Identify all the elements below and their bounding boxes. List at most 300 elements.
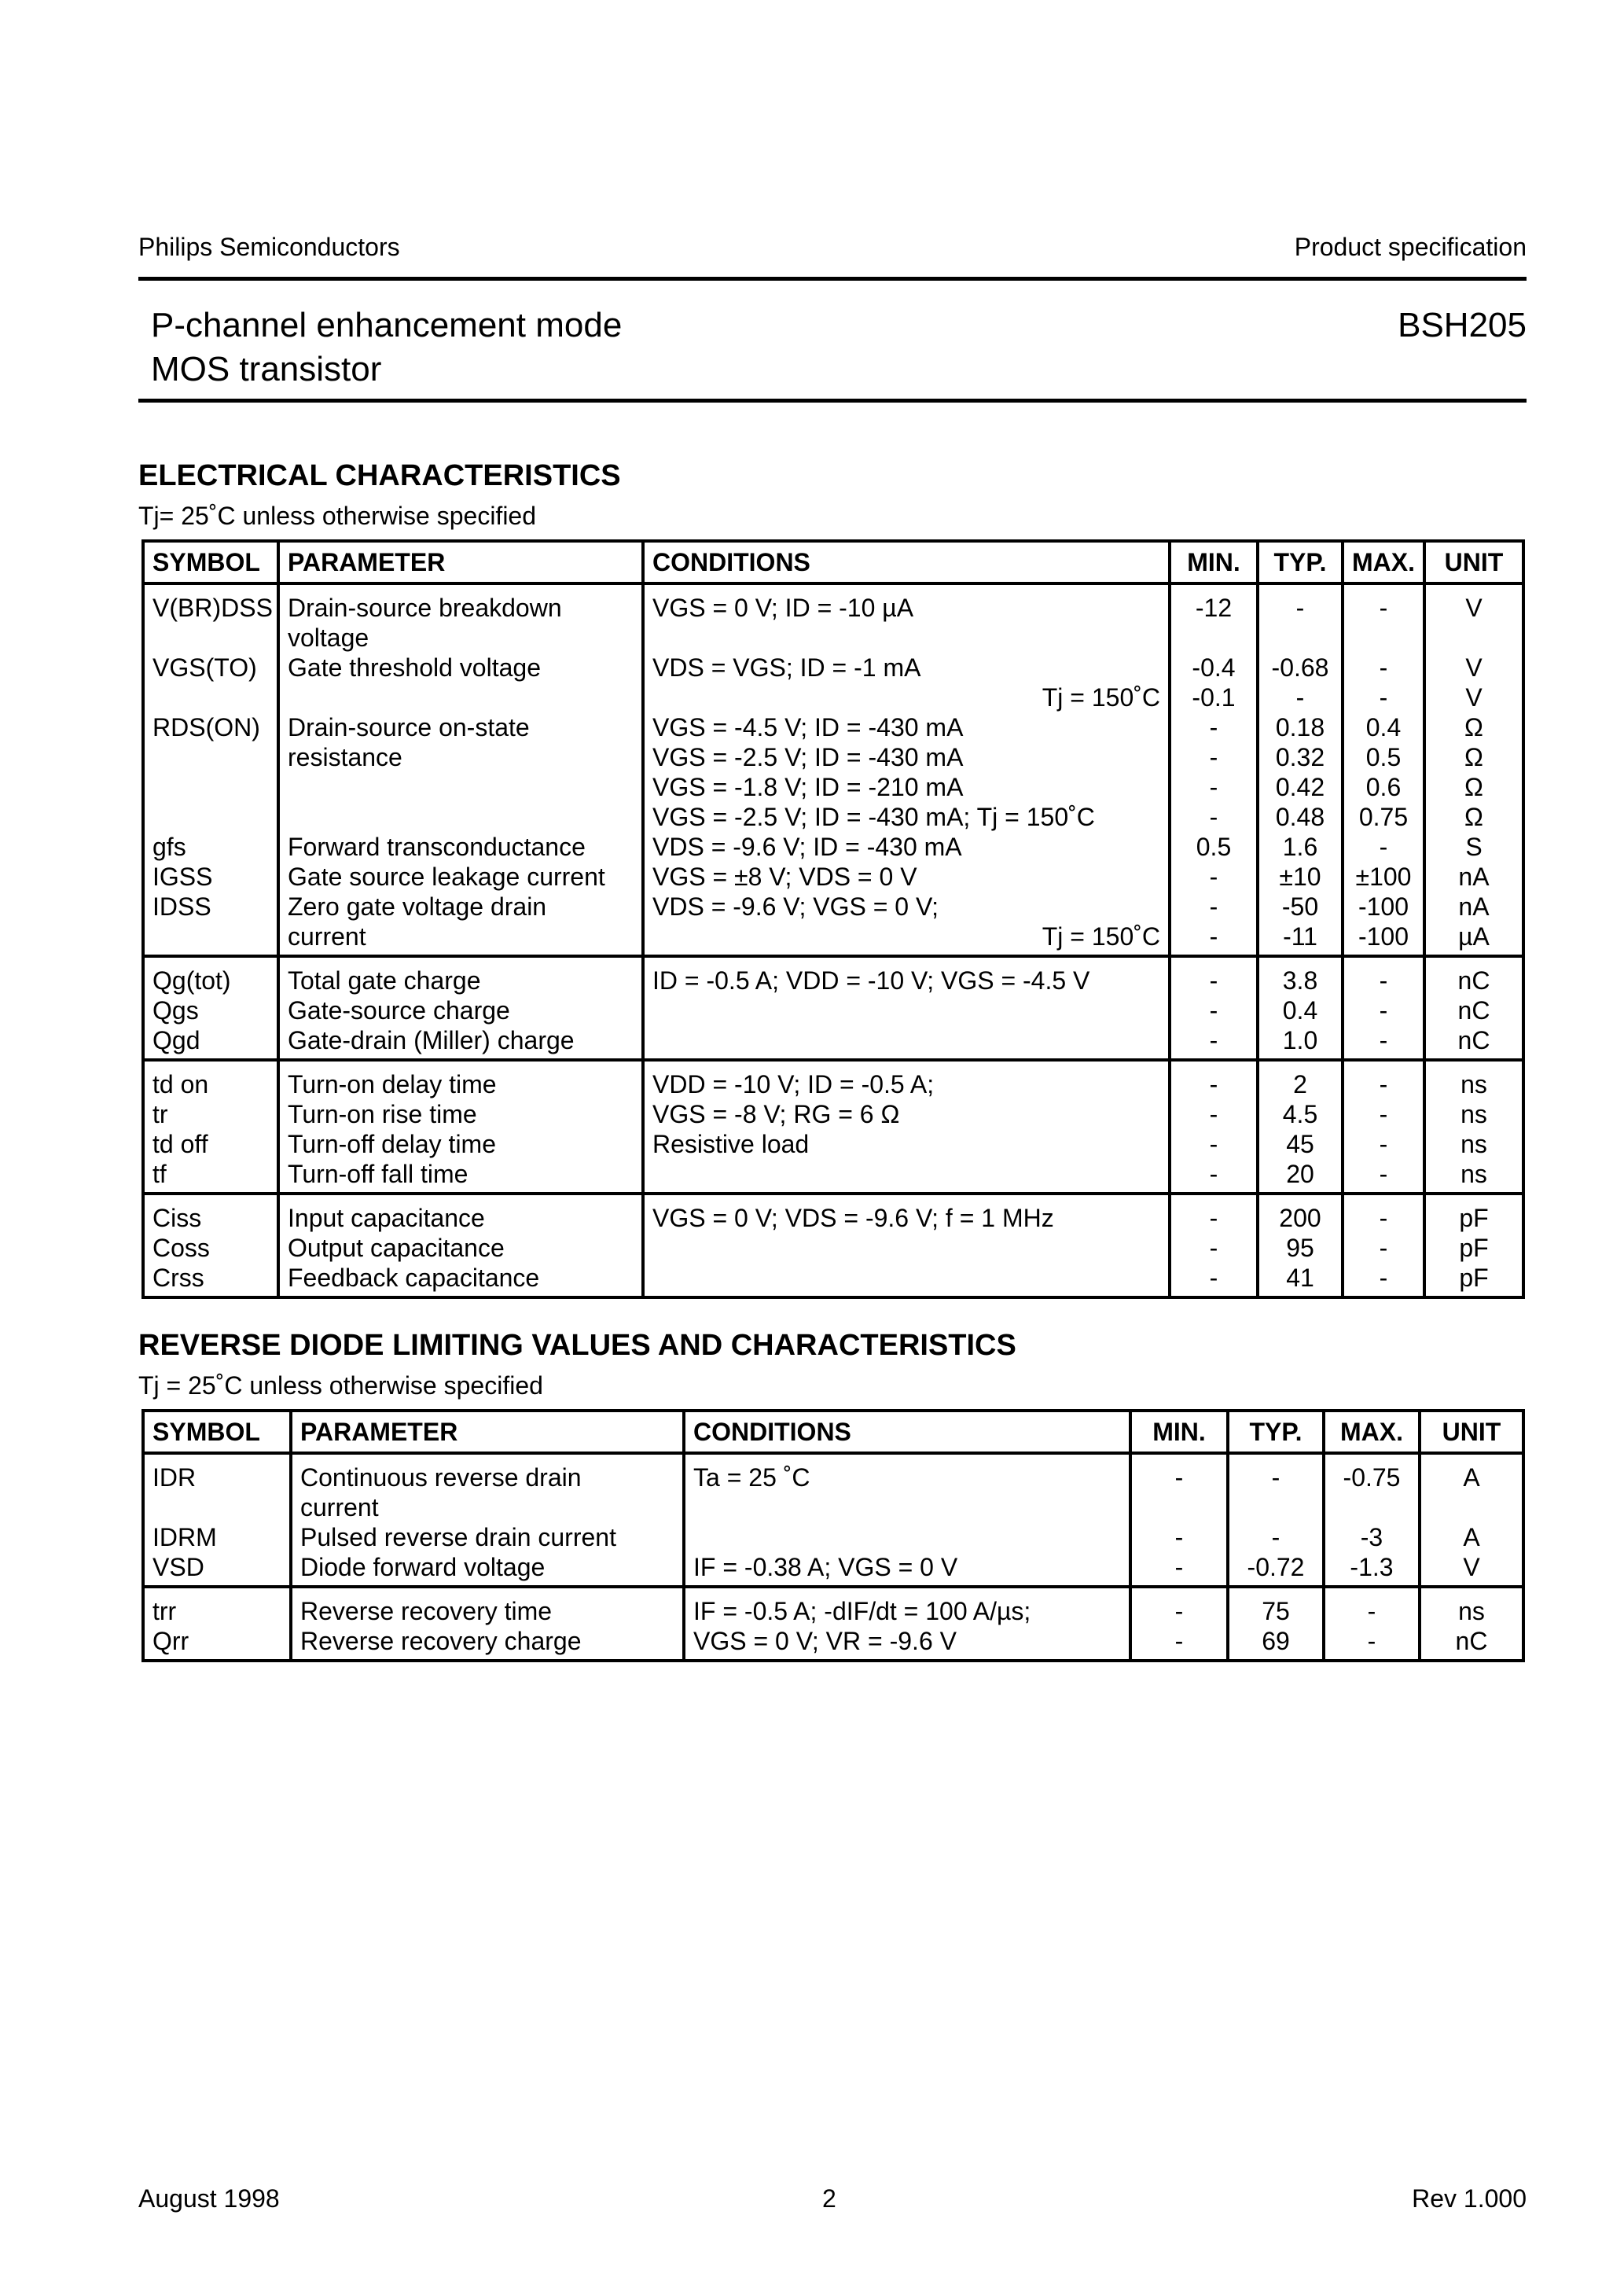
table-row — [143, 892, 1523, 956]
reverse-cell-max-line: - — [1367, 1597, 1376, 1625]
reverse-cell-min — [1130, 1626, 1228, 1661]
electrical-cell-unit-line: V — [1465, 683, 1483, 712]
electrical-cell-max-line: 0.5 — [1365, 743, 1402, 771]
electrical-column-header: MAX. — [1343, 541, 1424, 583]
reverse-cell-unit-line: A — [1463, 1463, 1480, 1492]
electrical-cell-max-line: - — [1379, 833, 1388, 861]
reverse-cell-unit — [1420, 1587, 1523, 1626]
electrical-cell-min — [1170, 862, 1258, 892]
reverse-cell-typ — [1228, 1522, 1324, 1552]
electrical-cell-param — [278, 1060, 643, 1099]
reverse-cell-typ-line: -0.72 — [1247, 1553, 1305, 1581]
electrical-cell-min — [1170, 1025, 1258, 1060]
part-number: BSH205 — [1398, 306, 1527, 344]
electrical-cell-unit — [1424, 832, 1523, 862]
reverse-cell-symbol — [143, 1453, 291, 1522]
electrical-cell-max — [1343, 712, 1424, 832]
electrical-cell-typ-line: 1.0 — [1282, 1026, 1318, 1054]
table-row — [143, 712, 1523, 832]
table-row — [143, 1060, 1523, 1099]
reverse-cell-cond-line: Ta = 25 ˚C — [693, 1463, 810, 1492]
electrical-cell-param-line: Input capacitance — [288, 1204, 485, 1232]
electrical-cell-unit-line: nC — [1457, 966, 1490, 995]
reverse-cell-max — [1324, 1626, 1420, 1661]
electrical-cell-unit-line: pF — [1459, 1234, 1489, 1262]
electrical-cell-min-line: - — [1209, 1160, 1218, 1188]
electrical-cell-symbol-line: td on — [152, 1070, 209, 1098]
electrical-cell-max-line: - — [1379, 1264, 1388, 1292]
reverse-cell-max — [1324, 1522, 1420, 1552]
electrical-cell-param — [278, 832, 643, 862]
electrical-cell-unit-line: S — [1465, 833, 1483, 861]
reverse-cell-typ — [1228, 1587, 1324, 1626]
electrical-cell-param-line: Turn-on rise time — [288, 1100, 477, 1128]
electrical-cell-typ-line: 41 — [1286, 1264, 1314, 1292]
electrical-cell-cond — [643, 712, 1170, 832]
electrical-cell-param — [278, 583, 643, 653]
reverse-cell-symbol-line: trr — [152, 1597, 177, 1625]
table-row — [143, 832, 1523, 862]
electrical-cell-typ — [1258, 1194, 1343, 1233]
table-row — [143, 1194, 1523, 1233]
electrical-cell-typ-line: 0.18 — [1275, 713, 1325, 741]
electrical-cell-unit-line: V — [1465, 594, 1483, 622]
electrical-cell-max-line: - — [1379, 1234, 1388, 1262]
electrical-cell-cond — [643, 892, 1170, 956]
electrical-cell-symbol — [143, 995, 278, 1025]
electrical-cell-max-line: - — [1379, 1204, 1388, 1232]
electrical-cell-unit-line: ns — [1460, 1130, 1487, 1158]
reverse-cell-param — [291, 1552, 684, 1587]
footer-date: August 1998 — [138, 2184, 280, 2213]
electrical-cell-symbol — [143, 583, 278, 653]
document-type: Product specification — [1294, 233, 1527, 261]
table-row — [143, 1233, 1523, 1263]
electrical-cell-min — [1170, 1159, 1258, 1194]
electrical-row-group — [143, 1060, 1523, 1194]
header-rule-top — [138, 277, 1527, 281]
electrical-cell-cond-line: VGS = 0 V; ID = -10 µA — [652, 594, 914, 622]
reverse-cell-symbol — [143, 1522, 291, 1552]
reverse-cell-max-line: -0.75 — [1343, 1463, 1401, 1492]
electrical-cell-max — [1343, 1099, 1424, 1129]
electrical-cell-min-line: - — [1209, 892, 1218, 921]
electrical-cell-min-line: -0.4 — [1192, 653, 1236, 682]
company-name: Philips Semiconductors — [138, 233, 400, 261]
electrical-cell-max-line: - — [1379, 996, 1388, 1025]
electrical-cell-typ — [1258, 1025, 1343, 1060]
electrical-cell-cond — [643, 832, 1170, 862]
electrical-cell-unit-line: V — [1465, 653, 1483, 682]
electrical-section-note: Tj= 25˚C unless otherwise specified — [138, 502, 537, 530]
electrical-cell-max — [1343, 995, 1424, 1025]
document-title — [151, 304, 622, 392]
electrical-cell-min-line: 0.5 — [1196, 833, 1232, 861]
electrical-cell-symbol — [143, 1060, 278, 1099]
electrical-cell-typ-line: 4.5 — [1282, 1100, 1318, 1128]
electrical-cell-symbol-line: Qgd — [152, 1026, 200, 1054]
electrical-cell-symbol — [143, 862, 278, 892]
electrical-cell-unit-line: Ω — [1464, 773, 1483, 801]
electrical-cell-symbol-line: IGSS — [152, 863, 213, 891]
reverse-diode-section-note: Tj = 25˚C unless otherwise specified — [138, 1371, 543, 1400]
electrical-cell-cond — [643, 1159, 1170, 1194]
electrical-cell-param — [278, 1263, 643, 1297]
electrical-cell-typ — [1258, 832, 1343, 862]
electrical-cell-symbol-line: Coss — [152, 1234, 210, 1262]
reverse-column-header: MAX. — [1324, 1411, 1420, 1453]
electrical-cell-symbol-line: Ciss — [152, 1204, 202, 1232]
electrical-cell-max-line: - — [1379, 1026, 1388, 1054]
table-row — [143, 1263, 1523, 1297]
reverse-cell-min-line: - — [1174, 1627, 1184, 1655]
electrical-cell-symbol-line: RDS(ON) — [152, 713, 260, 741]
reverse-diode-table — [141, 1409, 1525, 1662]
electrical-cell-cond-line: VGS = -1.8 V; ID = -210 mA — [652, 773, 964, 801]
electrical-column-header: TYP. — [1258, 541, 1343, 583]
reverse-cell-unit-line: V — [1463, 1553, 1480, 1581]
title-line-1: P-channel enhancement mode — [151, 306, 623, 344]
electrical-cell-unit — [1424, 1263, 1523, 1297]
electrical-cell-typ — [1258, 1060, 1343, 1099]
electrical-cell-unit-line: pF — [1459, 1264, 1489, 1292]
electrical-cell-min-line: - — [1209, 966, 1218, 995]
electrical-cell-cond-line: VGS = 0 V; VDS = -9.6 V; f = 1 MHz — [652, 1204, 1054, 1232]
electrical-cell-min — [1170, 1194, 1258, 1233]
electrical-cell-typ — [1258, 1099, 1343, 1129]
reverse-cell-cond — [684, 1626, 1130, 1661]
reverse-cell-max-line: -1.3 — [1350, 1553, 1394, 1581]
electrical-cell-min — [1170, 712, 1258, 832]
electrical-cell-cond — [643, 1060, 1170, 1099]
electrical-cell-typ — [1258, 1263, 1343, 1297]
electrical-cell-typ-line: ±10 — [1279, 863, 1321, 891]
reverse-cell-typ-line: - — [1271, 1463, 1280, 1492]
table-row — [143, 1099, 1523, 1129]
reverse-cell-min — [1130, 1587, 1228, 1626]
electrical-cell-cond — [643, 862, 1170, 892]
electrical-cell-typ-line: -11 — [1283, 922, 1317, 951]
electrical-cell-max — [1343, 1129, 1424, 1159]
table-row — [143, 1552, 1523, 1587]
electrical-cell-cond-line: VDD = -10 V; ID = -0.5 A; — [652, 1070, 935, 1098]
electrical-column-header: CONDITIONS — [643, 541, 1170, 583]
electrical-cell-unit — [1424, 1099, 1523, 1129]
electrical-cell-cond — [643, 583, 1170, 653]
electrical-column-header: MIN. — [1170, 541, 1258, 583]
electrical-cell-min — [1170, 1263, 1258, 1297]
table-row — [143, 1522, 1523, 1552]
table-row — [143, 1626, 1523, 1661]
reverse-column-header: TYP. — [1228, 1411, 1324, 1453]
electrical-cell-symbol — [143, 1099, 278, 1129]
electrical-cell-cond-line: ID = -0.5 A; VDD = -10 V; VGS = -4.5 V — [652, 966, 1090, 995]
electrical-cell-symbol-line: tr — [152, 1100, 168, 1128]
table-row — [143, 653, 1523, 712]
reverse-cell-typ — [1228, 1552, 1324, 1587]
electrical-cell-param-line: Feedback capacitance — [288, 1264, 540, 1292]
reverse-column-header: SYMBOL — [143, 1411, 291, 1453]
electrical-cell-cond-line: VGS = -2.5 V; ID = -430 mA — [652, 743, 964, 771]
electrical-cell-symbol-line: gfs — [152, 833, 186, 861]
electrical-cell-unit — [1424, 892, 1523, 956]
electrical-cell-typ-line: 0.32 — [1275, 743, 1325, 771]
electrical-cell-symbol — [143, 1159, 278, 1194]
electrical-row-group — [143, 1194, 1523, 1297]
electrical-cell-min-line: - — [1209, 863, 1218, 891]
header-rule-bottom — [138, 399, 1527, 403]
reverse-cell-typ-line: 69 — [1262, 1627, 1290, 1655]
electrical-cell-param-line: Forward transconductance — [288, 833, 586, 861]
electrical-cell-max-line: ±100 — [1355, 863, 1412, 891]
electrical-cell-unit-line: ns — [1460, 1070, 1487, 1098]
electrical-cell-typ-line: - — [1295, 683, 1305, 712]
electrical-cell-max — [1343, 892, 1424, 956]
electrical-cell-max-line: -100 — [1358, 922, 1409, 951]
electrical-section-title: ELECTRICAL CHARACTERISTICS — [138, 459, 621, 492]
reverse-cell-cond-line: IF = -0.38 A; VGS = 0 V — [693, 1553, 958, 1581]
reverse-cell-cond — [684, 1522, 1130, 1552]
electrical-cell-max — [1343, 1025, 1424, 1060]
electrical-cell-typ — [1258, 1129, 1343, 1159]
footer-page-number: 2 — [822, 2184, 836, 2213]
reverse-cell-max — [1324, 1587, 1420, 1626]
electrical-cell-min — [1170, 653, 1258, 712]
electrical-cell-unit-line: ns — [1460, 1160, 1487, 1188]
reverse-cell-symbol-line: IDRM — [152, 1523, 217, 1551]
electrical-cell-typ — [1258, 653, 1343, 712]
electrical-cell-param — [278, 956, 643, 995]
electrical-cell-cond — [643, 1129, 1170, 1159]
electrical-cell-unit — [1424, 583, 1523, 653]
electrical-cell-min — [1170, 995, 1258, 1025]
electrical-cell-unit — [1424, 1159, 1523, 1194]
electrical-cell-unit-line: nC — [1457, 996, 1490, 1025]
electrical-cell-param-line: resistance — [288, 743, 402, 771]
electrical-cell-unit-line: nA — [1458, 863, 1490, 891]
electrical-cell-min-line: - — [1209, 1130, 1218, 1158]
reverse-cell-param-line: Pulsed reverse drain current — [300, 1523, 616, 1551]
table-row — [143, 1587, 1523, 1626]
reverse-diode-section-title: REVERSE DIODE LIMITING VALUES AND CHARACTERISTICS — [138, 1329, 1016, 1362]
electrical-cell-symbol — [143, 832, 278, 862]
electrical-column-header: UNIT — [1424, 541, 1523, 583]
reverse-cell-unit-line: A — [1463, 1523, 1480, 1551]
electrical-characteristics-table — [141, 539, 1525, 1299]
reverse-cell-param — [291, 1626, 684, 1661]
electrical-cell-param — [278, 1159, 643, 1194]
electrical-cell-max-line: 0.4 — [1365, 713, 1402, 741]
electrical-cell-symbol — [143, 1025, 278, 1060]
electrical-cell-typ — [1258, 956, 1343, 995]
electrical-cell-symbol-line: VGS(TO) — [152, 653, 257, 682]
electrical-cell-unit — [1424, 1025, 1523, 1060]
reverse-cell-symbol-line: IDR — [152, 1463, 197, 1492]
electrical-cell-min-line: - — [1209, 713, 1218, 741]
electrical-cell-symbol — [143, 892, 278, 956]
reverse-column-header: PARAMETER — [291, 1411, 684, 1453]
electrical-cell-cond — [643, 653, 1170, 712]
electrical-cell-min — [1170, 1233, 1258, 1263]
electrical-cell-cond-line: VDS = -9.6 V; ID = -430 mA — [652, 833, 962, 861]
reverse-cell-min — [1130, 1522, 1228, 1552]
electrical-cell-unit-line: nC — [1457, 1026, 1490, 1054]
electrical-cell-param-line: Drain-source on-state — [288, 713, 530, 741]
electrical-cell-unit-line: nA — [1458, 892, 1490, 921]
electrical-cell-min-line: - — [1209, 773, 1218, 801]
electrical-cell-symbol-line: IDSS — [152, 892, 211, 921]
reverse-row-group — [143, 1587, 1523, 1661]
electrical-row-group — [143, 956, 1523, 1060]
electrical-row-group — [143, 583, 1523, 956]
table-row — [143, 1129, 1523, 1159]
electrical-cell-max — [1343, 653, 1424, 712]
reverse-header-row — [143, 1411, 1523, 1453]
electrical-cell-min-line: - — [1209, 803, 1218, 831]
electrical-cell-unit — [1424, 1194, 1523, 1233]
reverse-cell-max — [1324, 1552, 1420, 1587]
electrical-cell-cond — [643, 1263, 1170, 1297]
table-row — [143, 956, 1523, 995]
electrical-cell-cond — [643, 995, 1170, 1025]
electrical-cell-param-line: Turn-off fall time — [288, 1160, 468, 1188]
electrical-cell-max-line: 0.75 — [1358, 803, 1409, 831]
electrical-cell-unit-line: ns — [1460, 1100, 1487, 1128]
reverse-column-header: MIN. — [1130, 1411, 1228, 1453]
electrical-cell-min — [1170, 1099, 1258, 1129]
electrical-cell-unit — [1424, 995, 1523, 1025]
electrical-cell-cond — [643, 1194, 1170, 1233]
reverse-cell-symbol — [143, 1626, 291, 1661]
reverse-cell-unit-line: ns — [1458, 1597, 1485, 1625]
table-row — [143, 1453, 1523, 1522]
electrical-cell-symbol-line: tf — [152, 1160, 167, 1188]
electrical-cell-cond-line: Tj = 150˚C — [1042, 683, 1160, 712]
electrical-cell-symbol-line: Crss — [152, 1264, 204, 1292]
electrical-cell-typ-line: -0.68 — [1271, 653, 1329, 682]
electrical-cell-unit — [1424, 712, 1523, 832]
electrical-cell-param-line: Gate threshold voltage — [288, 653, 541, 682]
reverse-cell-unit — [1420, 1453, 1523, 1522]
reverse-cell-unit — [1420, 1522, 1523, 1552]
electrical-cell-unit — [1424, 653, 1523, 712]
electrical-cell-param-line: Drain-source breakdown — [288, 594, 562, 622]
electrical-cell-max — [1343, 956, 1424, 995]
electrical-cell-cond-line: VGS = ±8 V; VDS = 0 V — [652, 863, 917, 891]
reverse-cell-max-line: - — [1367, 1627, 1376, 1655]
electrical-cell-typ-line: 2 — [1293, 1070, 1307, 1098]
reverse-cell-cond — [684, 1453, 1130, 1522]
reverse-cell-param-line: Continuous reverse drain — [300, 1463, 582, 1492]
electrical-cell-param-line: Total gate charge — [288, 966, 481, 995]
electrical-cell-typ — [1258, 995, 1343, 1025]
electrical-column-header: SYMBOL — [143, 541, 278, 583]
table-row — [143, 862, 1523, 892]
electrical-cell-param — [278, 995, 643, 1025]
reverse-cell-min-line: - — [1174, 1463, 1184, 1492]
electrical-cell-cond-line: Tj = 150˚C — [1042, 922, 1160, 951]
table-row — [143, 1025, 1523, 1060]
reverse-cell-unit-line: nC — [1455, 1627, 1488, 1655]
electrical-header-row — [143, 541, 1523, 583]
electrical-cell-symbol — [143, 1233, 278, 1263]
electrical-cell-max — [1343, 1194, 1424, 1233]
electrical-cell-min-line: - — [1209, 743, 1218, 771]
reverse-cell-min-line: - — [1174, 1523, 1184, 1551]
electrical-cell-typ-line: -50 — [1281, 892, 1319, 921]
reverse-cell-typ — [1228, 1626, 1324, 1661]
electrical-cell-min-line: - — [1209, 1204, 1218, 1232]
electrical-cell-unit-line: Ω — [1464, 713, 1483, 741]
electrical-cell-min-line: - — [1209, 1264, 1218, 1292]
electrical-cell-typ-line: 95 — [1286, 1234, 1314, 1262]
electrical-cell-cond-line: VGS = -4.5 V; ID = -430 mA — [652, 713, 964, 741]
reverse-cell-param-line: current — [300, 1493, 379, 1521]
electrical-cell-min — [1170, 832, 1258, 862]
electrical-cell-min — [1170, 892, 1258, 956]
electrical-cell-typ-line: 0.4 — [1282, 996, 1318, 1025]
electrical-cell-typ — [1258, 1159, 1343, 1194]
reverse-cell-symbol-line: VSD — [152, 1553, 204, 1581]
electrical-cell-typ-line: 1.6 — [1282, 833, 1318, 861]
electrical-cell-max-line: - — [1379, 1160, 1388, 1188]
reverse-cell-param-line: Reverse recovery charge — [300, 1627, 582, 1655]
electrical-column-header: PARAMETER — [278, 541, 643, 583]
reverse-cell-typ-line: - — [1271, 1523, 1280, 1551]
electrical-cell-max — [1343, 1159, 1424, 1194]
electrical-cell-min — [1170, 956, 1258, 995]
reverse-cell-cond-line: VGS = 0 V; VR = -9.6 V — [693, 1627, 957, 1655]
reverse-cell-max — [1324, 1453, 1420, 1522]
electrical-cell-max — [1343, 832, 1424, 862]
reverse-column-header: UNIT — [1420, 1411, 1523, 1453]
electrical-cell-param — [278, 862, 643, 892]
electrical-cell-min-line: - — [1209, 1100, 1218, 1128]
electrical-cell-param — [278, 1194, 643, 1233]
electrical-cell-max-line: 0.6 — [1365, 773, 1402, 801]
reverse-row-group — [143, 1453, 1523, 1587]
reverse-cell-param — [291, 1587, 684, 1626]
electrical-cell-typ-line: 0.48 — [1275, 803, 1325, 831]
electrical-cell-unit-line: pF — [1459, 1204, 1489, 1232]
electrical-cell-param-line: Gate source leakage current — [288, 863, 605, 891]
electrical-cell-min-line: - — [1209, 1070, 1218, 1098]
electrical-cell-param-line: voltage — [288, 624, 369, 652]
electrical-cell-symbol — [143, 1263, 278, 1297]
electrical-cell-symbol-line: td off — [152, 1130, 208, 1158]
title-line-2: MOS transistor — [151, 350, 382, 388]
reverse-cell-max-line: -3 — [1360, 1523, 1383, 1551]
electrical-cell-min-line: - — [1209, 996, 1218, 1025]
electrical-cell-cond-line: VGS = -8 V; RG = 6 Ω — [652, 1100, 900, 1128]
electrical-cell-typ — [1258, 862, 1343, 892]
electrical-cell-typ-line: 45 — [1286, 1130, 1314, 1158]
electrical-cell-min-line: -0.1 — [1192, 683, 1236, 712]
electrical-cell-param — [278, 1099, 643, 1129]
electrical-cell-param — [278, 1025, 643, 1060]
reverse-cell-param — [291, 1453, 684, 1522]
reverse-cell-param-line: Diode forward voltage — [300, 1553, 546, 1581]
electrical-cell-cond — [643, 956, 1170, 995]
electrical-cell-typ-line: 0.42 — [1275, 773, 1325, 801]
electrical-cell-cond-line: VDS = -9.6 V; VGS = 0 V; — [652, 892, 939, 921]
reverse-cell-param-line: Reverse recovery time — [300, 1597, 553, 1625]
electrical-cell-symbol — [143, 1194, 278, 1233]
electrical-cell-max-line: - — [1379, 1100, 1388, 1128]
electrical-cell-symbol-line: Qg(tot) — [152, 966, 231, 995]
reverse-cell-typ — [1228, 1453, 1324, 1522]
electrical-cell-min-line: - — [1209, 1026, 1218, 1054]
